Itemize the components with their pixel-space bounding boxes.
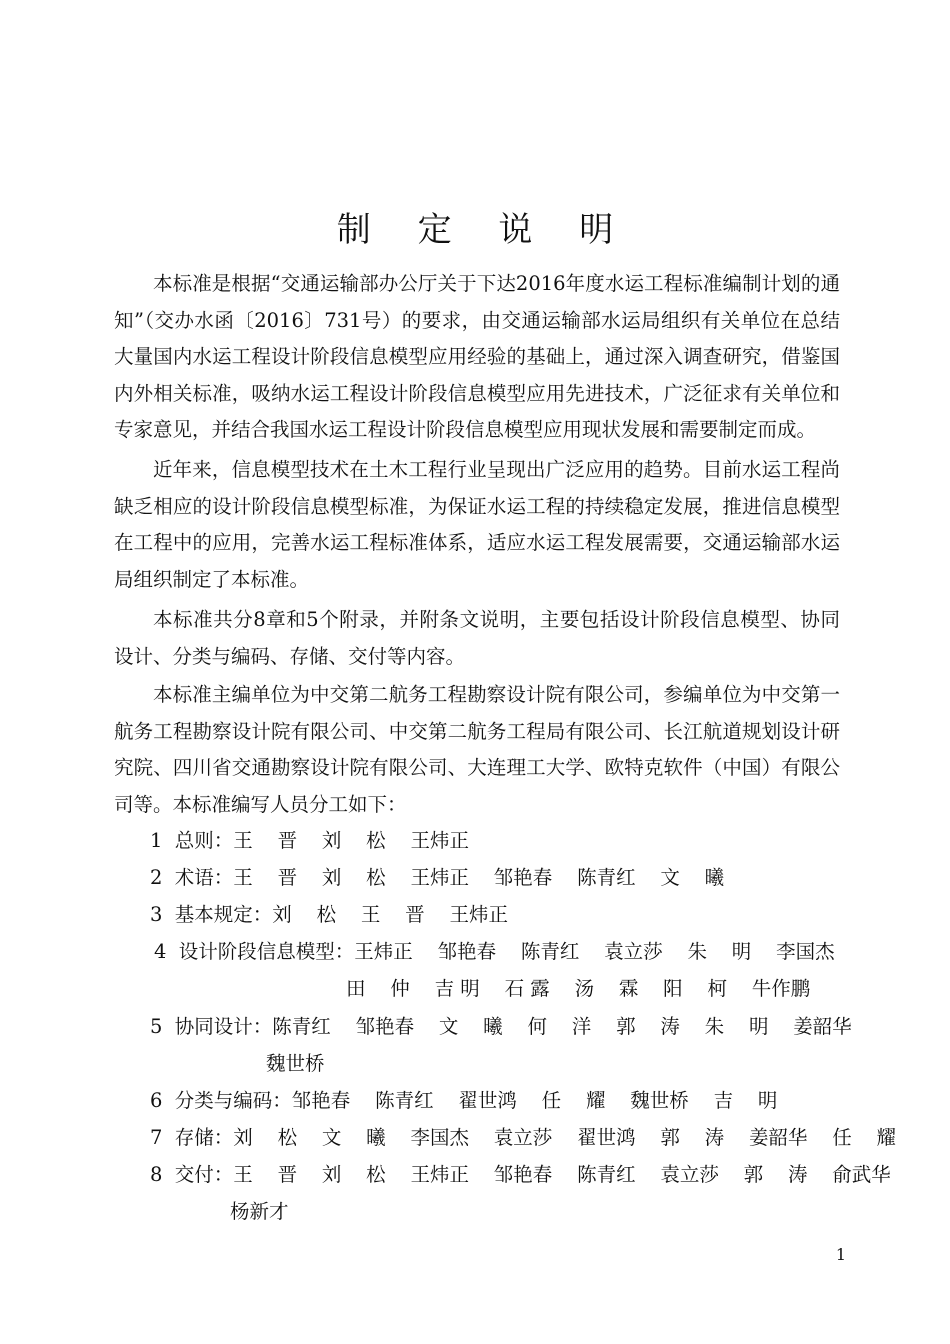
staff-line-chapter-8: 8 交付：王 晋 刘 松 王炜正 邹艳春 陈青红 袁立莎 郭 涛 俞武华 — [150, 1163, 891, 1186]
paragraph-structure: 本标准共分8章和5个附录，并附条文说明，主要包括设计阶段信息模型、协同设计、分类与编码、存储、交付等内容。 — [114, 608, 840, 668]
staff-line-chapter-2: 2 术语：王 晋 刘 松 王炜正 邹艳春 陈青红 文 曦 — [150, 866, 725, 889]
paragraph-basis: 本标准是根据“交通运输部办公厅关于下达2016年度水运工程标准编制计划的通知”（交办水函〔2016〕731号）的要求，由交通运输部水运局组织有关单位在总结大量国内水运工程设计阶段信息模型应用经验的基础上，通过深入调查研究，借鉴国内外相关标准，吸纳水运工程设计阶段信息模型应用先进技术，广泛征求有关单位和专家意见，并结合我国水运工程设计阶段信息模型应用现状发展和需要制定而成。 — [114, 272, 840, 441]
staff-line-chapter-7: 7 存储：刘 松 文 曦 李国杰 袁立莎 翟世鸿 郭 涛 姜韶华 任 耀 — [150, 1126, 897, 1149]
page-title: 制 定 说 明 — [336, 210, 632, 250]
staff-line-chapter-6: 6 分类与编码：邹艳春 陈青红 翟世鸿 任 耀 魏世桥 吉 明 — [150, 1089, 778, 1112]
staff-line-chapter-5: 5 协同设计：陈青红 邹艳春 文 曦 何 洋 郭 涛 朱 明 姜韶华 — [150, 1015, 852, 1038]
staff-line-chapter-1: 1 总则：王 晋 刘 松 王炜正 — [150, 829, 469, 852]
staff-line-chapter-4-continued: 田 仲 吉 明 石 露 汤 霖 阳 柯 牛作鹏 — [346, 977, 811, 1000]
staff-line-chapter-3: 3 基本规定：刘 松 王 晋 王炜正 — [150, 903, 508, 926]
paragraph-authors: 本标准主编单位为中交第二航务工程勘察设计院有限公司，参编单位为中交第一航务工程勘察设计院有限公司、中交第二航务工程局有限公司、长江航道规划设计研究院、四川省交通勘察设计院有限公司、大连理工大学、欧特克软件（中国）有限公司等。本标准编写人员分工如下： — [114, 683, 840, 816]
paragraph-background: 近年来，信息模型技术在土木工程行业呈现出广泛应用的趋势。目前水运工程尚缺乏相应的设计阶段信息模型标准，为保证水运工程的持续稳定发展，推进信息模型在工程中的应用，完善水运工程标准体系，适应水运工程发展需要，交通运输部水运局组织制定了本标准。 — [114, 458, 840, 591]
staff-line-chapter-8-continued: 杨新才 — [230, 1200, 289, 1223]
staff-line-chapter-4: 4 设计阶段信息模型：王炜正 邹艳春 陈青红 袁立莎 朱 明 李国杰 — [154, 940, 835, 963]
page-number: 1 — [835, 1245, 846, 1264]
staff-line-chapter-5-continued: 魏世桥 — [266, 1052, 325, 1075]
